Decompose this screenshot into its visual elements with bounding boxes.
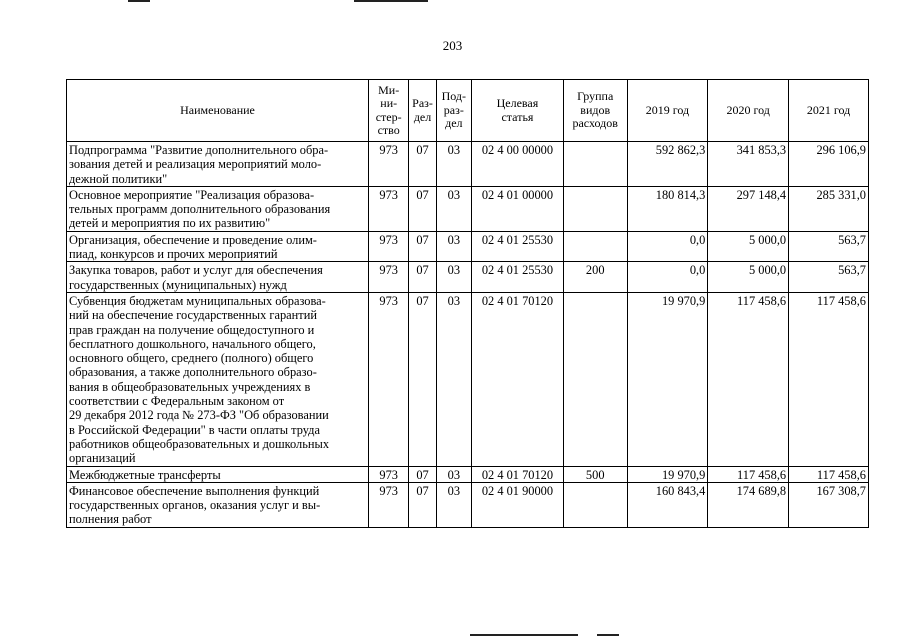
subsection-cell: 03 <box>436 292 471 466</box>
amount-2020-cell: 5 000,0 <box>708 262 789 293</box>
ministry-cell: 973 <box>369 231 409 262</box>
target-article-cell: 02 4 01 70120 <box>472 292 564 466</box>
expense-group-cell <box>563 292 627 466</box>
scan-mark-top-right <box>354 0 428 2</box>
expense-group-cell <box>563 231 627 262</box>
amount-2021-cell: 167 308,7 <box>789 482 869 527</box>
amount-2020-cell: 117 458,6 <box>708 466 789 482</box>
target-article-cell: 02 4 01 25530 <box>472 262 564 293</box>
ministry-cell: 973 <box>369 142 409 187</box>
ministry-cell: 973 <box>369 466 409 482</box>
expense-group-cell: 200 <box>563 262 627 293</box>
amount-2021-cell: 117 458,6 <box>789 466 869 482</box>
subsection-cell: 03 <box>436 186 471 231</box>
scan-mark-top-left <box>128 0 150 2</box>
column-header-2021: 2021 год <box>789 80 869 142</box>
ministry-cell: 973 <box>369 262 409 293</box>
scan-mark-bottom-left <box>470 634 578 636</box>
subsection-cell: 03 <box>436 482 471 527</box>
column-header-2019: 2019 год <box>627 80 708 142</box>
expense-group-cell <box>563 186 627 231</box>
column-header-ministry: Ми- ни- стер- ство <box>369 80 409 142</box>
column-header-2020: 2020 год <box>708 80 789 142</box>
expense-group-cell <box>563 142 627 187</box>
row-name-cell: Закупка товаров, работ и услуг для обеспечения государственных (муниципальных) нужд <box>67 262 369 293</box>
amount-2020-cell: 174 689,8 <box>708 482 789 527</box>
amount-2019-cell: 592 862,3 <box>627 142 708 187</box>
table-row <box>67 466 869 482</box>
table-row <box>67 231 869 262</box>
table-row <box>67 482 869 527</box>
column-header-subsection: Под- раз- дел <box>436 80 471 142</box>
section-cell: 07 <box>409 292 436 466</box>
target-article-cell: 02 4 01 00000 <box>472 186 564 231</box>
target-article-cell: 02 4 01 25530 <box>472 231 564 262</box>
amount-2021-cell: 285 331,0 <box>789 186 869 231</box>
section-cell: 07 <box>409 482 436 527</box>
row-name-cell: Субвенция бюджетам муниципальных образова- ний на обеспечение государственных гарантий прав граждан на получение общедоступного и бесплатного дошкольного, начального общего, основного общего, среднего (полного) общего образования, а также дополнительного образо- вания в общеобразовательных учреждениях в соответствии с Федеральным законом от 29 декабря 2012 года № 273-ФЗ "Об образовании в Российской Федерации" в части оплаты труда работников общеобразовательных и дошкольных организаций <box>67 292 369 466</box>
amount-2020-cell: 5 000,0 <box>708 231 789 262</box>
section-cell: 07 <box>409 231 436 262</box>
row-name-cell: Организация, обеспечение и проведение олим- пиад, конкурсов и прочих мероприятий <box>67 231 369 262</box>
scan-mark-bottom-right <box>597 634 619 636</box>
expense-group-cell <box>563 482 627 527</box>
section-cell: 07 <box>409 186 436 231</box>
ministry-cell: 973 <box>369 482 409 527</box>
amount-2020-cell: 297 148,4 <box>708 186 789 231</box>
ministry-cell: 973 <box>369 292 409 466</box>
target-article-cell: 02 4 01 90000 <box>472 482 564 527</box>
page-number: 203 <box>442 38 463 53</box>
budget-table <box>66 79 869 528</box>
subsection-cell: 03 <box>436 466 471 482</box>
section-cell: 07 <box>409 142 436 187</box>
amount-2019-cell: 19 970,9 <box>627 292 708 466</box>
amount-2019-cell: 0,0 <box>627 262 708 293</box>
section-cell: 07 <box>409 262 436 293</box>
amount-2020-cell: 117 458,6 <box>708 292 789 466</box>
ministry-cell: 973 <box>369 186 409 231</box>
subsection-cell: 03 <box>436 231 471 262</box>
amount-2019-cell: 160 843,4 <box>627 482 708 527</box>
amount-2020-cell: 341 853,3 <box>708 142 789 187</box>
subsection-cell: 03 <box>436 262 471 293</box>
target-article-cell: 02 4 01 70120 <box>472 466 564 482</box>
amount-2021-cell: 296 106,9 <box>789 142 869 187</box>
row-name-cell: Подпрограмма "Развитие дополнительного обра- зования детей и реализация мероприятий моло- дежной политики" <box>67 142 369 187</box>
amount-2019-cell: 19 970,9 <box>627 466 708 482</box>
row-name-cell: Межбюджетные трансферты <box>67 466 369 482</box>
amount-2021-cell: 563,7 <box>789 262 869 293</box>
table-row <box>67 292 869 466</box>
table-row <box>67 262 869 293</box>
table-row <box>67 142 869 187</box>
column-header-target: Целевая статья <box>472 80 564 142</box>
amount-2021-cell: 117 458,6 <box>789 292 869 466</box>
table-header-row <box>67 80 869 142</box>
expense-group-cell: 500 <box>563 466 627 482</box>
target-article-cell: 02 4 00 00000 <box>472 142 564 187</box>
row-name-cell: Основное мероприятие "Реализация образова- тельных программ дополнительного образования детей и мероприятия по их развитию" <box>67 186 369 231</box>
subsection-cell: 03 <box>436 142 471 187</box>
amount-2019-cell: 0,0 <box>627 231 708 262</box>
table-row <box>67 186 869 231</box>
column-header-section: Раз- дел <box>409 80 436 142</box>
column-header-name: Наименование <box>67 80 369 142</box>
amount-2021-cell: 563,7 <box>789 231 869 262</box>
section-cell: 07 <box>409 466 436 482</box>
amount-2019-cell: 180 814,3 <box>627 186 708 231</box>
row-name-cell: Финансовое обеспечение выполнения функций государственных органов, оказания услуг и вы- полнения работ <box>67 482 369 527</box>
table-body <box>67 142 869 528</box>
column-header-expense-group: Группа видов расходов <box>563 80 627 142</box>
